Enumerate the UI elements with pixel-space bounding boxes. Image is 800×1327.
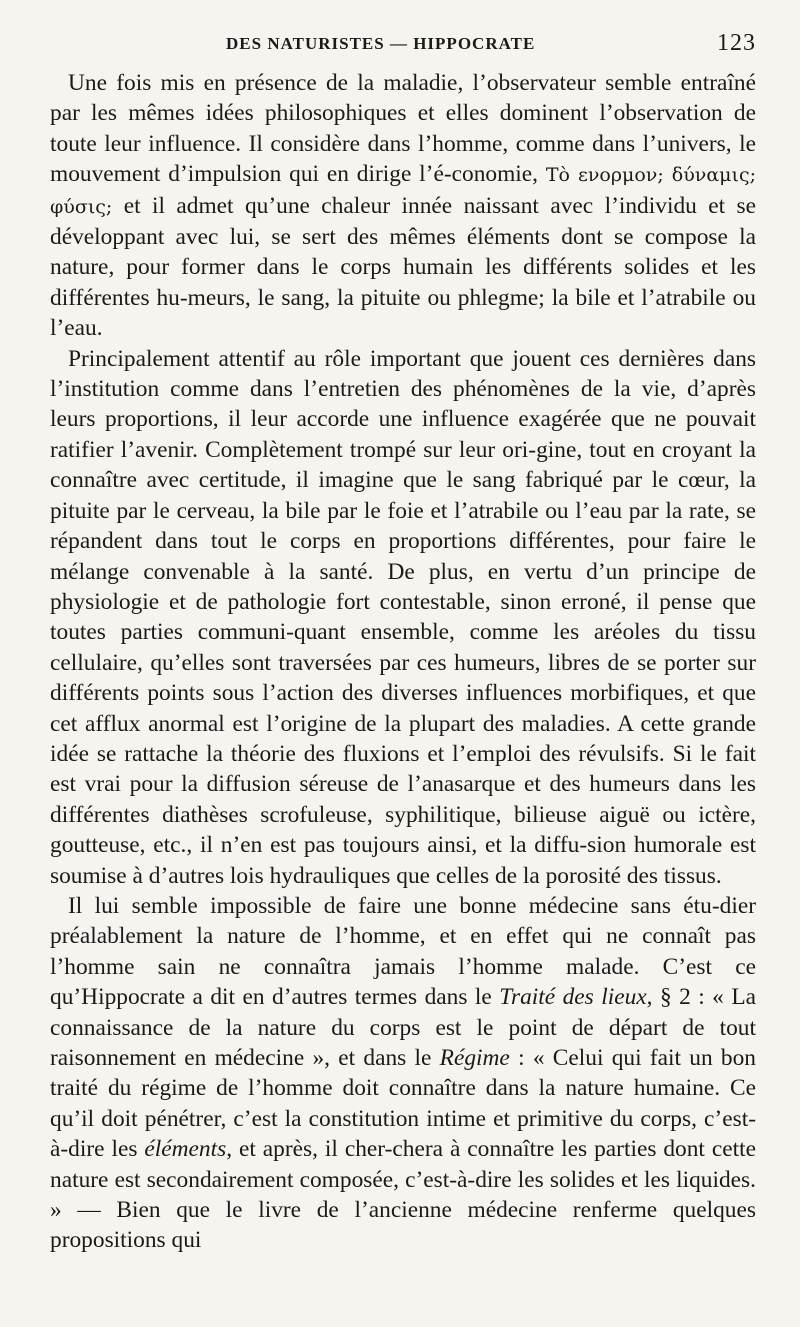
paragraph-3-text-a: Il lui semble impossible de faire une bonne médecine sans étu-dier préalablement la nature de l’homme, et en effet qui ne connaît pas l’homme sain ne connaîtra jamais l’homme malade. C’est ce qu’Hippocrate a dit en d’autres termes dans le <box>50 892 756 1011</box>
title-regime: Régime <box>439 1045 510 1071</box>
running-title: DES NATURISTES — HIPPOCRATE <box>226 34 536 53</box>
title-traite-des-lieux: Traité des lieux <box>499 984 647 1011</box>
greek-phrase: Τὸ ενορμον; δύναμις; φύσις; <box>50 164 756 218</box>
paragraph-1-text-b: et il admet qu’une chaleur innée naissant avec l’individu et se développant avec lui, se sert des mêmes éléments dont se compose la nature, pour former dans le corps humain les différents solides et les différentes hu-meurs, le sang, la pituite ou phlegme; la bile et l’atrabile ou l’eau. <box>50 192 756 342</box>
paragraph-3 <box>50 891 756 1256</box>
paragraph-1-text-a: Une fois mis en présence de la maladie, l’observateur semble entraîné par les mêmes idées philosophiques et elles dominent l’observation de toute leur influence. Il considère dans l’homme, comme dans l’univers, le mouvement d’impulsion qui en dirige l’é-conomie, <box>50 70 756 188</box>
paragraph-3-text-d: , et après, il cher-chera à connaître les parties dont cette nature est secondairement composée, c’est-à-dire les solides et les liquides. » — Bien que le livre de l’ancienne médecine renferme quelques propositions qui <box>50 1136 756 1254</box>
paragraph-2: Principalement attentif au rôle important que jouent ces dernières dans l’institution comme dans l’entretien des phénomènes de la vie, d’après leurs proportions, il leur accorde une influence exagérée que ne pouvait ratifier l’avenir. Complètement trompé sur leur ori-gine, tout en croyant la connaître avec certitude, il imagine que le sang fabriqué par le cœur, la pituite par le cerveau, la bile par le foie et l’atrabile ou l’eau par la rate, se répandent dans tout le corps en proportions différentes, pour faire le mélange convenable à la santé. De plus, en vertu d’un principe de physiologie et de pathologie fort contestable, sinon erroné, il pense que toutes parties communi-quant ensemble, comme les aréoles du tissu cellulaire, qu’elles sont traversées par ces humeurs, libres de se porter sur différents points sous l’action des diverses influences morbifiques, et que cet afflux anormal est l’origine de la plupart des maladies. A cette grande idée se rattache la théorie des fluxions et l’emploi des révulsifs. Si le fait est vrai pour la diffusion séreuse de l’anasarque et des humeurs dans les différentes diathèses scrofuleuse, syphilitique, bilieuse aiguë ou ictère, goutteuse, etc., il n’en est pas toujours ainsi, et la diffu-sion humorale est soumise à d’autres lois hydrauliques que celles de la porosité des tissus. <box>50 345 756 889</box>
running-head <box>50 30 756 68</box>
paragraph-1 <box>50 68 756 344</box>
paragraph-3-text-c: : « Celui qui fait un bon traité du régime de l’homme doit connaître dans la nature humaine. Ce qu’il doit pénétrer, c’est la constitution intime et primitive du corps, c’est-à-dire les <box>50 1045 756 1163</box>
paragraph-3-text-b: , § 2 : « La connaissance de la nature du corps est le point de départ de tout raisonnement en médecine », et dans le <box>50 984 756 1071</box>
term-elements: éléments <box>144 1136 227 1163</box>
page-number: 123 <box>717 30 756 56</box>
